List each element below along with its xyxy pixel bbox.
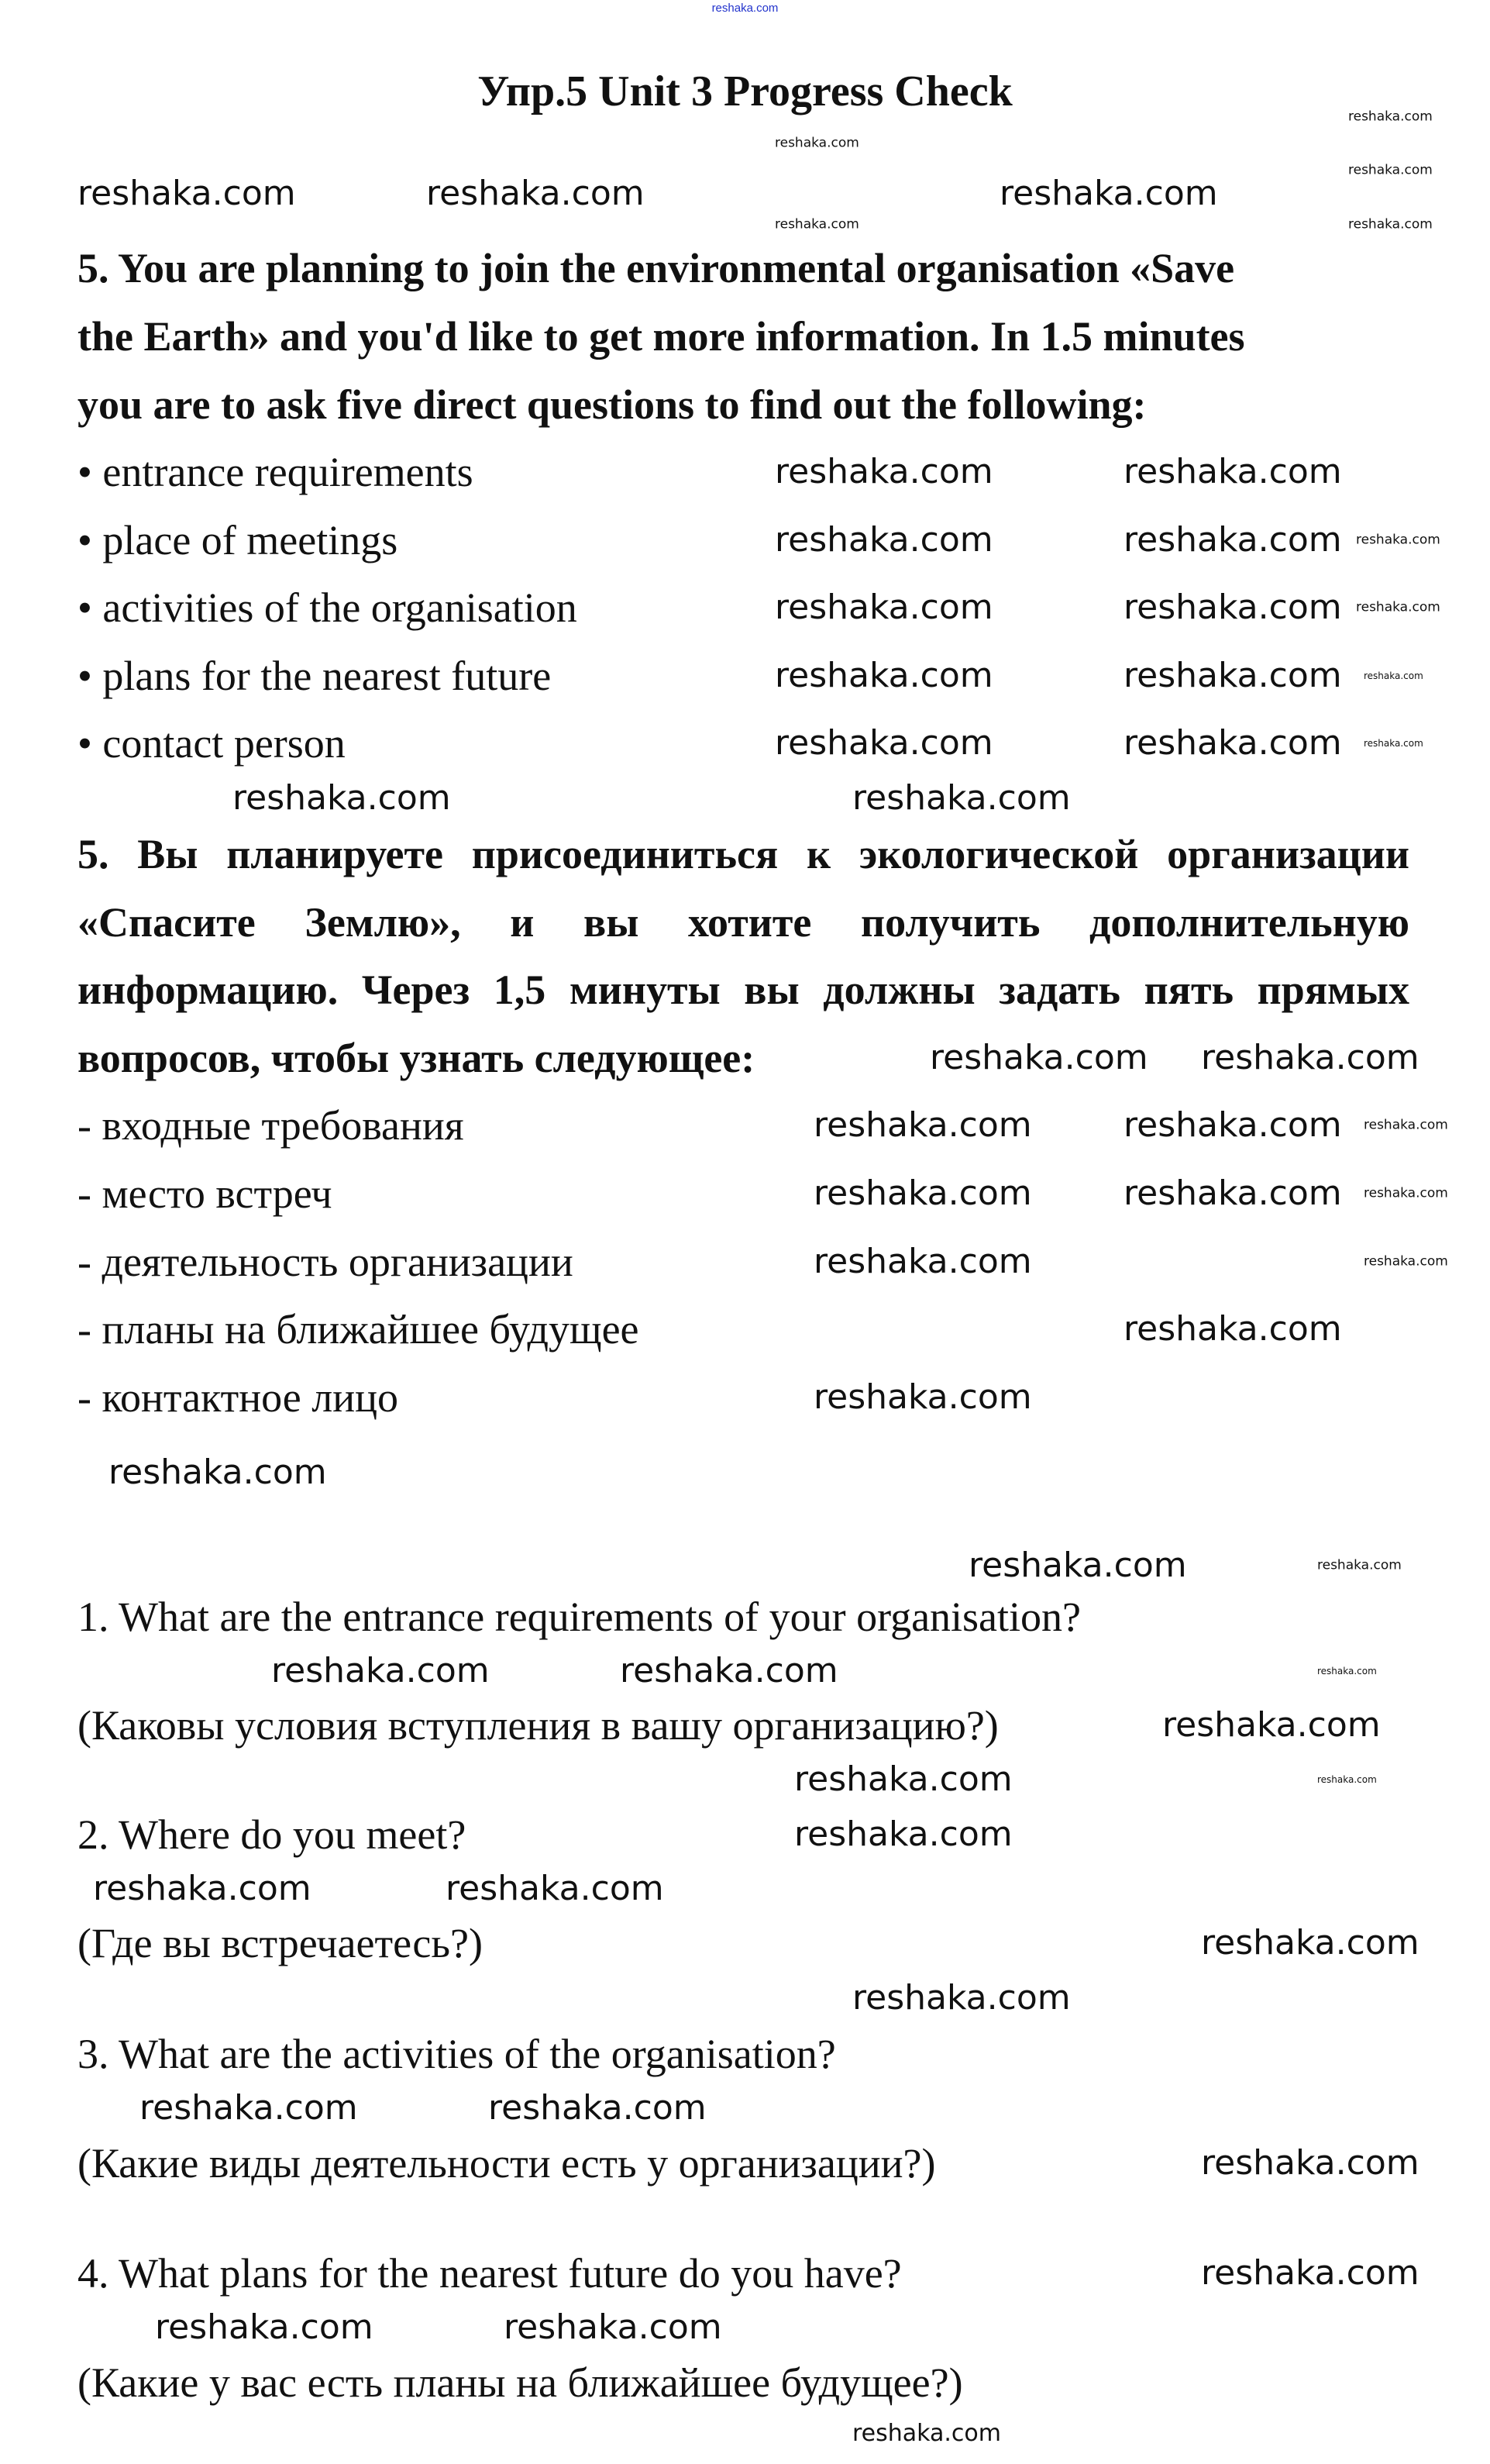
watermark: reshaka.com (139, 2088, 358, 2128)
answer-ru: (Каковы условия вступления в вашу организацию?) (77, 1702, 999, 1749)
task-en-bullet: • activities of the organisation (77, 584, 577, 631)
task-ru-item: - деятельность организации (77, 1239, 573, 1285)
watermark: reshaka.com (155, 2307, 373, 2347)
watermark: reshaka.com (930, 1038, 1148, 1077)
watermark: reshaka.com (1201, 1923, 1419, 1963)
task-ru-item: - контактное лицо (77, 1374, 398, 1421)
watermark: reshaka.com (426, 174, 645, 213)
task-ru-line: информацию. Через 1,5 минуты вы должны задать пять прямых (77, 967, 1409, 1013)
watermark: reshaka.com (1124, 1309, 1342, 1349)
answer-en: 4. What plans for the nearest future do you have? (77, 2250, 902, 2297)
watermark: reshaka.com (93, 1869, 311, 1908)
watermark: reshaka.com (852, 2420, 1001, 2447)
watermark: reshaka.com (1348, 109, 1433, 125)
watermark: reshaka.com (969, 1546, 1187, 1585)
watermark: reshaka.com (1317, 1557, 1402, 1573)
task-ru-line: 5. Вы планируете присоединиться к экологической организации (77, 831, 1409, 877)
watermark: reshaka.com (620, 1651, 838, 1690)
watermark: reshaka.com (814, 1105, 1032, 1145)
watermark: reshaka.com (1317, 1666, 1377, 1677)
watermark: reshaka.com (775, 216, 859, 233)
task-en-bullet: • place of meetings (77, 517, 398, 563)
task-en-bullet: • plans for the nearest future (77, 653, 552, 699)
answer-ru: (Какие виды деятельности есть у организации?) (77, 2140, 936, 2187)
watermark: reshaka.com (1364, 1185, 1448, 1201)
task-ru-line: вопросов, чтобы узнать следующее: (77, 1035, 755, 1081)
watermark: reshaka.com (794, 1759, 1013, 1799)
task-en-bullet: • contact person (77, 720, 346, 767)
watermark: reshaka.com (775, 723, 993, 763)
watermark: reshaka.com (1201, 1038, 1419, 1077)
watermark: reshaka.com (1124, 656, 1342, 695)
watermark: reshaka.com (775, 452, 993, 491)
watermark: reshaka.com (1124, 520, 1342, 560)
watermark: reshaka.com (1124, 452, 1342, 491)
task-ru-item: - место встреч (77, 1170, 332, 1217)
watermark: reshaka.com (794, 1814, 1013, 1854)
watermark: reshaka.com (775, 656, 993, 695)
watermark: reshaka.com (1348, 216, 1433, 233)
answer-ru: (Какие у вас есть планы на ближайшее будущее?) (77, 2359, 963, 2406)
task-en-line: you are to ask five direct questions to find out the following: (77, 381, 1147, 428)
watermark: reshaka.com (775, 588, 993, 627)
watermark: reshaka.com (1364, 670, 1423, 681)
watermark: reshaka.com (814, 1173, 1032, 1213)
watermark: reshaka.com (488, 2088, 707, 2128)
watermark: reshaka.com (232, 778, 451, 818)
watermark: reshaka.com (504, 2307, 722, 2347)
watermark: reshaka.com (1364, 1117, 1448, 1133)
watermark: reshaka.com (1356, 599, 1440, 615)
watermark: reshaka.com (1356, 532, 1440, 548)
task-en-line: the Earth» and you'd like to get more information. In 1.5 minutes (77, 313, 1245, 360)
watermark: reshaka.com (1124, 588, 1342, 627)
watermark: reshaka.com (1364, 1253, 1448, 1270)
watermark: reshaka.com (814, 1242, 1032, 1281)
watermark: reshaka.com (775, 135, 859, 151)
page-title: Упр.5 Unit 3 Progress Check (477, 67, 1013, 115)
watermark: reshaka.com (775, 520, 993, 560)
watermark: reshaka.com (1000, 174, 1218, 213)
watermark: reshaka.com (852, 778, 1071, 818)
answer-en: 1. What are the entrance requirements of your organisation? (77, 1594, 1081, 1640)
watermark: reshaka.com (1348, 162, 1433, 178)
watermark: reshaka.com (271, 1651, 490, 1690)
task-en-line: 5. You are planning to join the environmental organisation «Save (77, 245, 1235, 291)
watermark: reshaka.com (77, 174, 296, 213)
watermark: reshaka.com (1124, 1173, 1342, 1213)
answer-en: 3. What are the activities of the organisation? (77, 2031, 836, 2077)
watermark: reshaka.com (108, 1453, 327, 1492)
watermark: reshaka.com (814, 1377, 1032, 1417)
task-ru-item: - планы на ближайшее будущее (77, 1306, 639, 1353)
watermark: reshaka.com (446, 1869, 664, 1908)
site-link[interactable]: reshaka.com (711, 2, 779, 15)
watermark: reshaka.com (1124, 1105, 1342, 1145)
watermark: reshaka.com (1124, 723, 1342, 763)
task-ru-line: «Спасите Землю», и вы хотите получить дополнительную (77, 899, 1409, 946)
watermark: reshaka.com (1201, 2253, 1419, 2293)
watermark: reshaka.com (1364, 738, 1423, 749)
watermark: reshaka.com (1201, 2143, 1419, 2183)
watermark: reshaka.com (852, 1978, 1071, 2018)
answer-ru: (Где вы встречаетесь?) (77, 1920, 483, 1966)
task-en-bullet: • entrance requirements (77, 449, 473, 495)
watermark: reshaka.com (1162, 1705, 1381, 1745)
task-ru-item: - входные требования (77, 1102, 464, 1149)
answer-en: 2. Where do you meet? (77, 1811, 466, 1858)
watermark: reshaka.com (1317, 1774, 1377, 1785)
